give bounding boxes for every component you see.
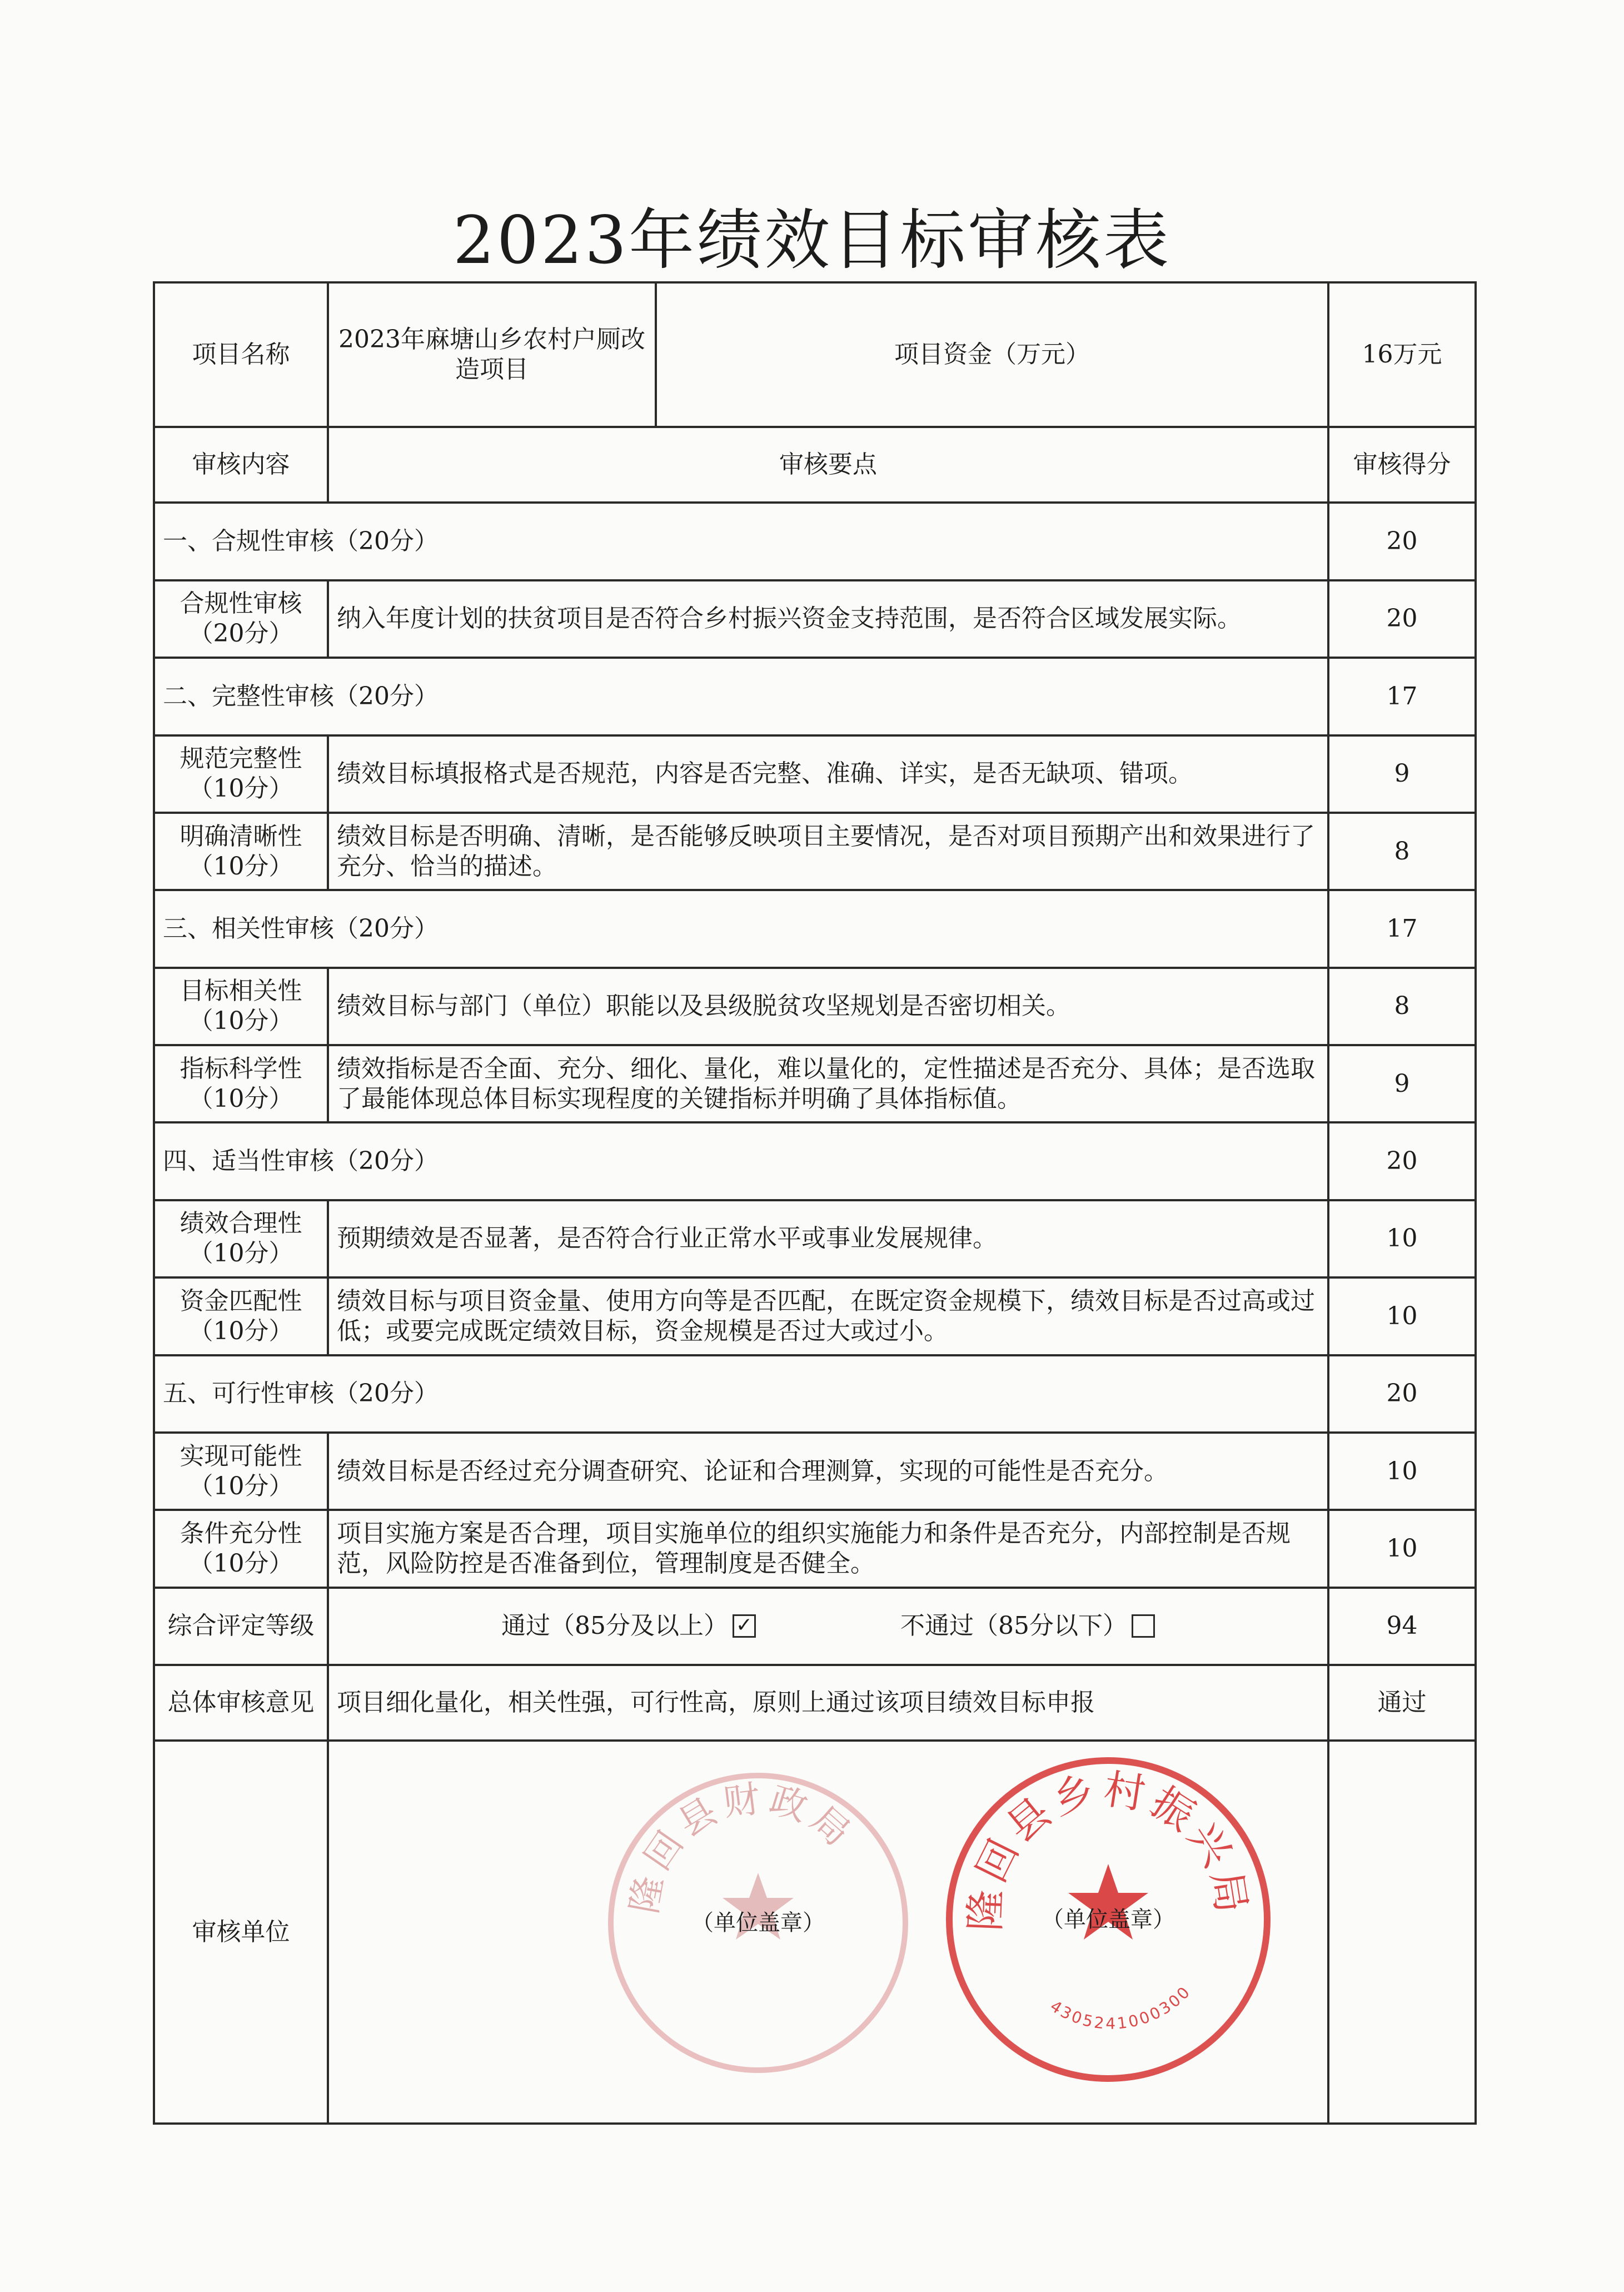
item-name-text: 资金匹配性	[180, 1286, 302, 1315]
section-score: 17	[1328, 890, 1476, 967]
review-form-table	[153, 281, 1477, 2125]
section-row	[154, 890, 1476, 967]
rating-label: 综合评定等级	[154, 1588, 328, 1665]
fail-option-label: 不通过（85分以下）	[900, 1612, 1127, 1640]
section-score: 20	[1328, 1355, 1476, 1433]
item-row	[154, 580, 1476, 658]
item-score: 10	[1328, 1277, 1476, 1355]
rural-seal-text: 隆回县乡村振兴局	[961, 1765, 1257, 1932]
item-score: 10	[1328, 1433, 1476, 1510]
item-points-text: （10分）	[188, 1084, 293, 1113]
seal-area	[328, 1741, 1328, 2124]
fail-checkbox[interactable]	[1132, 1614, 1155, 1638]
svg-text:4305241000300	[1047, 1982, 1195, 2033]
item-name-text: 条件充分性	[180, 1519, 302, 1548]
reviewer-label: 审核单位	[154, 1741, 328, 2124]
item-points-text: （10分）	[188, 1316, 293, 1345]
rural-seal-code: 4305241000300	[1047, 1982, 1195, 2034]
opinion-result: 通过	[1328, 1665, 1476, 1741]
section-row	[154, 503, 1476, 580]
opinion-row	[154, 1665, 1476, 1741]
item-desc: 绩效目标是否经过充分调查研究、论证和合理测算，实现的可能性是否充分。	[328, 1433, 1328, 1510]
section-row	[154, 1122, 1476, 1200]
project-row	[154, 282, 1476, 427]
section-score: 17	[1328, 658, 1476, 735]
header-row	[154, 427, 1476, 503]
finance-seal-text: 隆回县财政局	[622, 1778, 863, 1917]
project-name-line2: 造项目	[455, 355, 529, 384]
rating-row	[154, 1588, 1476, 1665]
finance-bureau-seal	[608, 1773, 908, 2073]
project-fund-value: 16万元	[1328, 282, 1476, 427]
item-desc: 绩效目标与部门（单位）职能以及县级脱贫攻坚规划是否密切相关。	[328, 968, 1328, 1045]
item-points-text: （10分）	[188, 774, 293, 803]
item-score: 10	[1328, 1200, 1476, 1277]
reviewer-row	[154, 1741, 1476, 2124]
item-desc: 绩效目标是否明确、清晰，是否能够反映项目主要情况，是否对项目预期产出和效果进行了充分、恰当的描述。	[328, 813, 1328, 890]
reviewer-score-blank	[1328, 1741, 1476, 2124]
header-score: 审核得分	[1328, 427, 1476, 503]
rating-options	[328, 1588, 1328, 1665]
item-name	[154, 813, 328, 890]
item-desc: 绩效目标填报格式是否规范，内容是否完整、准确、详实，是否无缺项、错项。	[328, 735, 1328, 813]
item-name-text: 明确清晰性	[180, 822, 302, 851]
item-row	[154, 1200, 1476, 1277]
item-points-text: （20分）	[188, 619, 293, 648]
item-name	[154, 1045, 328, 1122]
item-name	[154, 1200, 328, 1277]
section-row	[154, 658, 1476, 735]
item-row	[154, 968, 1476, 1045]
section-row	[154, 1355, 1476, 1433]
rating-score: 94	[1328, 1588, 1476, 1665]
opinion-text: 项目细化量化，相关性强，可行性高，原则上通过该项目绩效目标申报	[328, 1665, 1328, 1741]
pass-checkbox[interactable]	[733, 1614, 756, 1638]
pass-option-label: 通过（85分及以上）	[501, 1612, 728, 1640]
item-name-text: 指标科学性	[180, 1054, 302, 1083]
item-score: 9	[1328, 735, 1476, 813]
section-title: 四、适当性审核（20分）	[154, 1122, 1328, 1200]
item-desc: 项目实施方案是否合理，项目实施单位的组织实施能力和条件是否充分，内部控制是否规范，风险防控是否准备到位，管理制度是否健全。	[328, 1510, 1328, 1587]
item-score: 10	[1328, 1510, 1476, 1587]
item-desc: 绩效目标与项目资金量、使用方向等是否匹配，在既定资金规模下，绩效目标是否过高或过低；或要完成既定绩效目标，资金规模是否过大或过小。	[328, 1277, 1328, 1355]
opinion-label: 总体审核意见	[154, 1665, 328, 1741]
item-points-text: （10分）	[188, 1549, 293, 1578]
project-name-line1: 2023年麻塘山乡农村户厕改	[338, 325, 645, 354]
item-name	[154, 968, 328, 1045]
project-fund-label: 项目资金（万元）	[656, 282, 1328, 427]
section-title: 三、相关性审核（20分）	[154, 890, 1328, 967]
header-content: 审核内容	[154, 427, 328, 503]
item-row	[154, 735, 1476, 813]
item-points-text: （10分）	[188, 852, 293, 881]
item-row	[154, 1277, 1476, 1355]
item-desc: 绩效指标是否全面、充分、细化、量化，难以量化的，定性描述是否充分、具体；是否选取了最能体现总体目标实现程度的关键指标并明确了具体指标值。	[328, 1045, 1328, 1122]
section-title: 一、合规性审核（20分）	[154, 503, 1328, 580]
item-name	[154, 1510, 328, 1587]
item-score: 9	[1328, 1045, 1476, 1122]
item-name	[154, 1277, 328, 1355]
item-name-text: 实现可能性	[180, 1441, 302, 1470]
item-points-text: （10分）	[188, 1239, 293, 1268]
seal-right-note: （单位盖章）	[1042, 1907, 1175, 1933]
item-name	[154, 1433, 328, 1510]
item-score: 8	[1328, 968, 1476, 1045]
item-name-text: 合规性审核	[180, 589, 302, 618]
section-title: 五、可行性审核（20分）	[154, 1355, 1328, 1433]
pass-option[interactable]	[501, 1611, 756, 1641]
section-score: 20	[1328, 503, 1476, 580]
item-row	[154, 1510, 1476, 1587]
fail-option[interactable]	[900, 1611, 1155, 1641]
item-name-text: 目标相关性	[180, 977, 302, 1006]
item-name	[154, 580, 328, 658]
item-points-text: （10分）	[188, 1007, 293, 1036]
item-name-text: 规范完整性	[180, 744, 302, 773]
item-name-text: 绩效合理性	[180, 1209, 302, 1238]
rural-revitalization-seal	[946, 1757, 1271, 2082]
page-title: 2023年绩效目标审核表	[452, 202, 1172, 279]
section-score: 20	[1328, 1122, 1476, 1200]
item-row	[154, 1045, 1476, 1122]
item-row	[154, 813, 1476, 890]
seal-cell	[329, 1742, 1327, 2122]
project-name-label: 项目名称	[154, 282, 328, 427]
item-score: 20	[1328, 580, 1476, 658]
item-desc: 预期绩效是否显著，是否符合行业正常水平或事业发展规律。	[328, 1200, 1328, 1277]
item-desc: 纳入年度计划的扶贫项目是否符合乡村振兴资金支持范围，是否符合区域发展实际。	[328, 580, 1328, 658]
item-row	[154, 1433, 1476, 1510]
item-score: 8	[1328, 813, 1476, 890]
section-title: 二、完整性审核（20分）	[154, 658, 1328, 735]
svg-text:隆回县财政局	[622, 1778, 863, 1917]
project-name-value	[328, 282, 656, 427]
item-name	[154, 735, 328, 813]
seal-left-note: （单位盖章）	[691, 1910, 825, 1936]
header-points: 审核要点	[328, 427, 1328, 503]
item-points-text: （10分）	[188, 1471, 293, 1500]
